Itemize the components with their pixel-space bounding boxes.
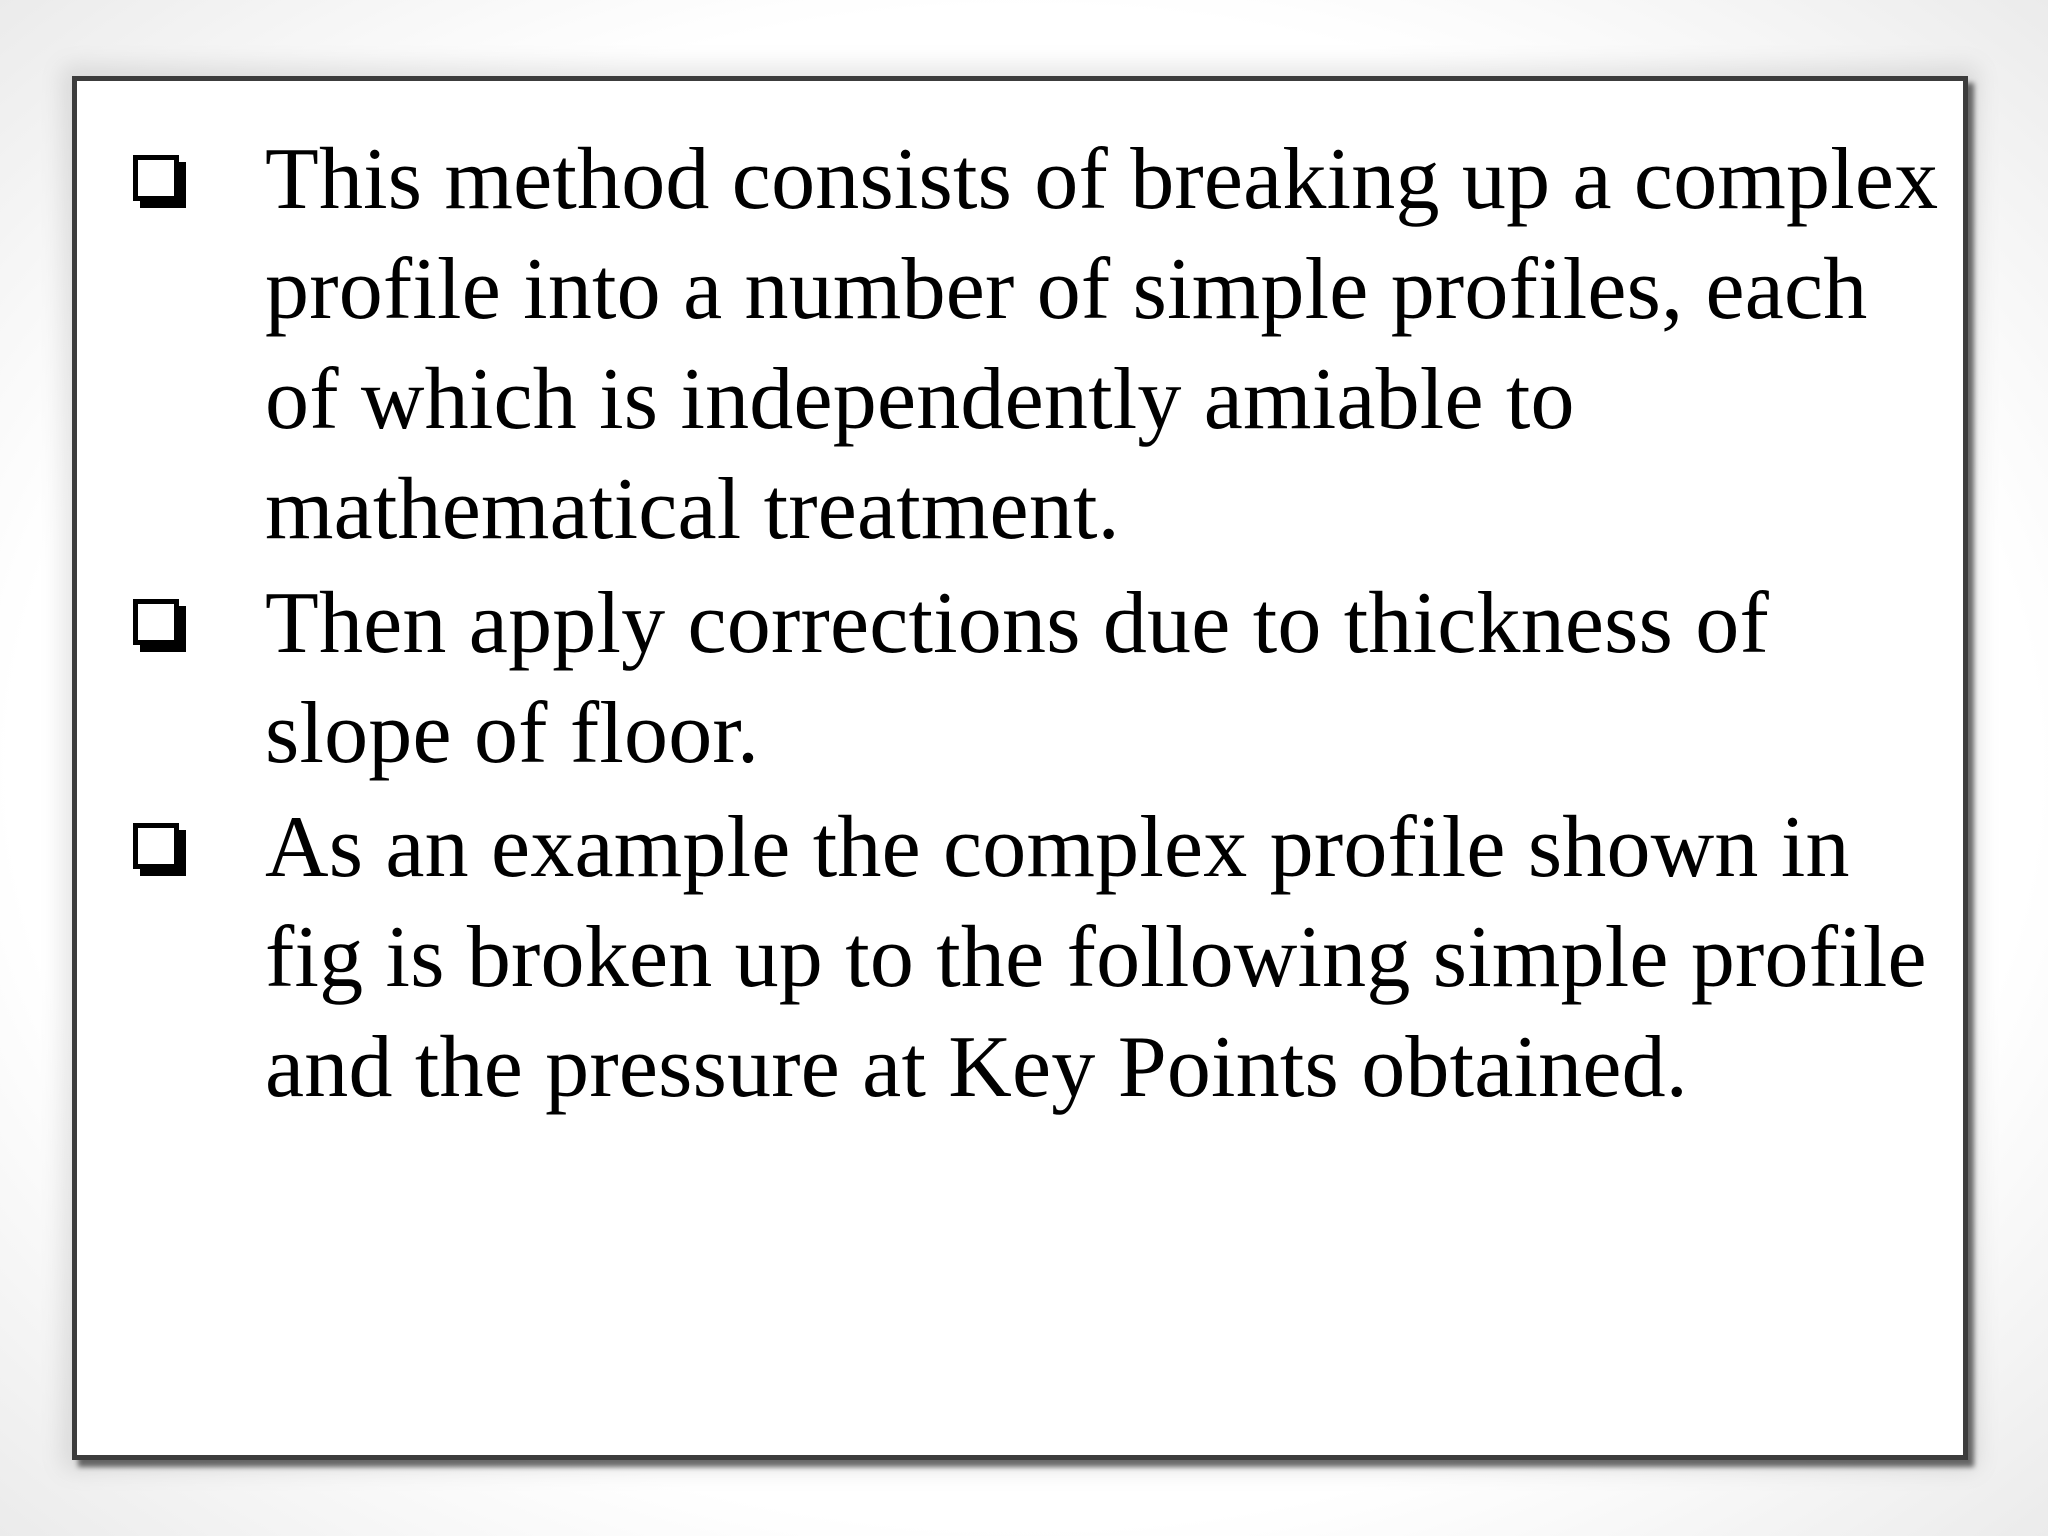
bullet-item-3 <box>133 793 1943 1123</box>
bullet-text-3: As an example the complex profile shown in fig is broken up to the following simple profile and the pressure at Key Points obtained. <box>265 799 1927 1116</box>
bullet-text-1: This method consists of breaking up a complex profile into a number of simple profiles, each of which is independently amiable to mathematical treatment. <box>265 131 1939 558</box>
hollow-square-bullet-icon <box>133 599 179 645</box>
bullet-item-1 <box>133 125 1943 565</box>
bullet-item-2 <box>133 569 1943 789</box>
hollow-square-bullet-icon <box>133 155 179 201</box>
bullet-list <box>133 125 1943 1127</box>
hollow-square-bullet-icon <box>133 823 179 869</box>
slide-content-frame <box>72 76 1968 1460</box>
bullet-text-2: Then apply corrections due to thickness of slope of floor. <box>265 575 1769 782</box>
